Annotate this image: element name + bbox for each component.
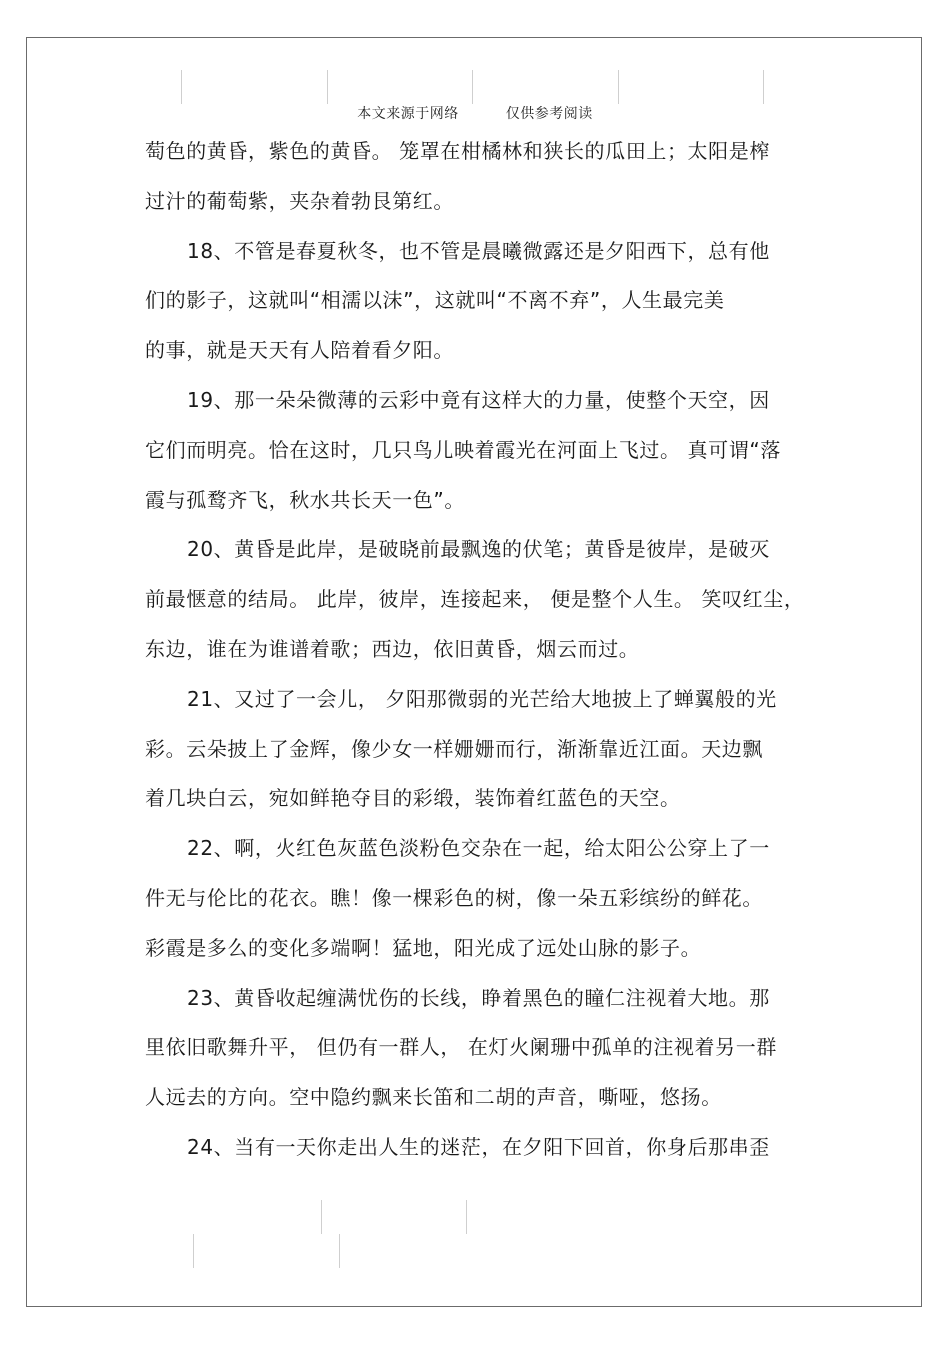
text-line: 们的影子，这就叫“相濡以沫”，这就叫“不离不弃”，人生最完美 [145,288,725,313]
reading-note: 仅供参考阅读 [505,106,593,122]
text-line: 彩。云朵披上了金辉，像少女一样姗姗而行，渐渐靠近江面。天边飘 [145,736,763,761]
text-line: 霞与孤鹜齐飞，秋水共长天一色”。 [145,487,465,512]
text-line: 23、黄昏收起缠满忧伤的长线，睁着黑色的瞳仁注视着大地。那 [187,985,770,1010]
scan-mark [763,70,764,104]
text-line: 19、那一朵朵微薄的云彩中竟有这样大的力量，使整个天空，因 [187,388,770,412]
text-line: 件无与伦比的花衣。瞧！像一棵彩色的树，像一朵五彩缤纷的鲜花。 [145,886,763,910]
scan-mark [472,70,473,104]
scan-mark [193,1234,194,1268]
source-note: 本文来源于网络 [357,106,459,122]
text-line: 前最惬意的结局。 此岸，彼岸，连接起来， 便是整个人生。 笑叹红尘， [145,587,805,612]
text-line: 萄色的黄昏，紫色的黄昏。 笼罩在柑橘林和狭长的瓜田上；太阳是榨 [145,139,770,163]
text-line: 21、又过了一会儿， 夕阳那微弱的光芒给大地披上了蝉翼般的光 [187,686,777,711]
scan-mark [466,1200,467,1234]
text-line: 的事，就是天天有人陪着看夕阳。 [145,338,454,363]
text-line: 东边，谁在为谁谱着歌；西边，依旧黄昏，烟云而过。 [145,637,640,661]
header-disclaimer [0,103,950,123]
text-line: 20、黄昏是此岸，是破晓前最飘逸的伏笔；黄昏是彼岸，是破灭 [187,537,770,562]
text-line: 22、啊，火红色灰蓝色淡粉色交杂在一起，给太阳公公穿上了一 [187,836,770,861]
text-line: 彩霞是多么的变化多端啊！猛地，阳光成了远处山脉的影子。 [145,935,702,960]
scan-mark [327,70,328,104]
text-line: 18、不管是春夏秋冬，也不管是晨曦微露还是夕阳西下，总有他 [187,238,770,263]
scan-mark [321,1200,322,1234]
text-line: 它们而明亮。恰在这时，几只鸟儿映着霞光在河面上飞过。 真可谓“落 [145,437,781,462]
text-line: 24、当有一天你走出人生的迷茫，在夕阳下回首，你身后那串歪 [187,1135,770,1159]
text-line: 过汁的葡萄紫，夹杂着勃艮第红。 [145,188,454,213]
text-line: 着几块白云，宛如鲜艳夺目的彩缎，装饰着红蓝色的天空。 [145,786,681,811]
scan-mark [181,70,182,104]
scan-mark [618,70,619,104]
scan-mark [339,1234,340,1268]
text-line: 里依旧歌舞升平， 但仍有一群人， 在灯火阑珊中孤单的注视着另一群 [145,1035,777,1060]
text-line: 人远去的方向。空中隐约飘来长笛和二胡的声音，嘶哑，悠扬。 [145,1085,722,1110]
page-border [26,37,922,1307]
